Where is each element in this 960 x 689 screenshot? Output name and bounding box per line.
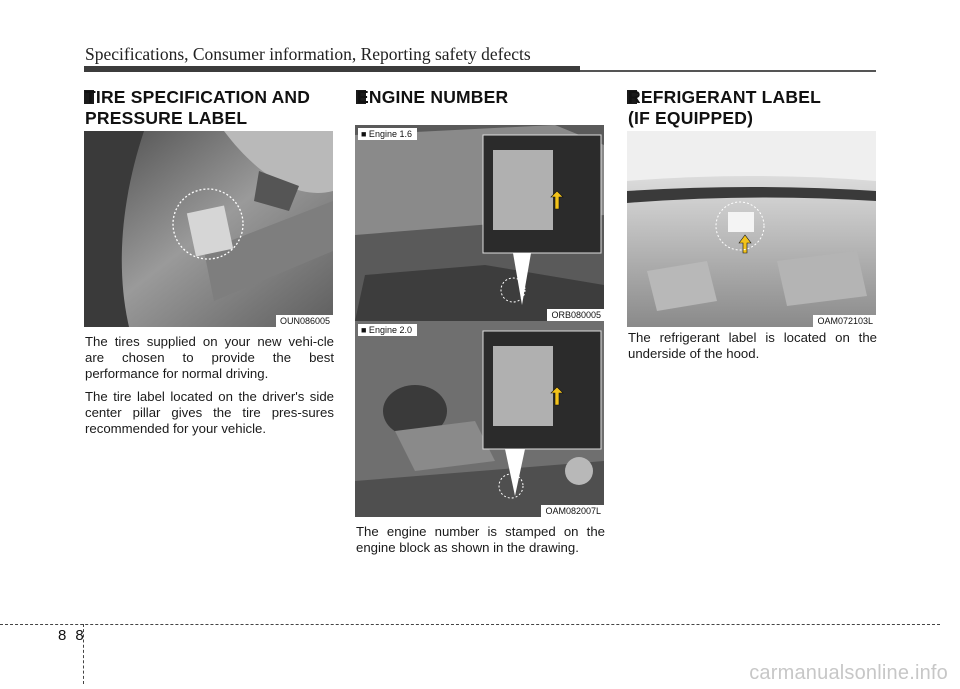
engine-1-6-photo <box>355 125 604 321</box>
engine-1-6-tag: ■ Engine 1.6 <box>358 128 417 140</box>
image-code: ORB080005 <box>547 309 604 321</box>
tire-label-text: The tires supplied on your new vehi-cle are chosen to provide the best performance for normal driving. The tire label located on the driver's side center pillar gives the tire pres-sures recommended for your vehicle. <box>85 334 334 436</box>
image-code: OUN086005 <box>276 315 333 327</box>
tire-label-photo <box>84 131 333 327</box>
header-thin-rule <box>580 70 876 72</box>
refrigerant-label-heading: REFRIGERANT LABEL (IF EQUIPPED) <box>628 87 821 128</box>
image-code: OAM072103L <box>813 315 876 327</box>
refrigerant-label-photo <box>627 131 876 327</box>
engine-2-0-photo <box>355 321 604 517</box>
page-number: 88 <box>58 627 93 644</box>
refrigerant-label-text: The refrigerant label is located on the underside of the hood. <box>628 330 877 361</box>
tire-label-heading: TIRE SPECIFICATION AND PRESSURE LABEL <box>85 87 311 128</box>
footer-rule <box>0 624 940 625</box>
engine-number-text: The engine number is stamped on the engine block as shown in the drawing. <box>356 524 605 555</box>
image-code: OAM082007L <box>541 505 604 517</box>
engine-2-0-tag: ■ Engine 2.0 <box>358 324 417 336</box>
header-rule <box>84 66 580 72</box>
engine-number-heading: ENGINE NUMBER <box>357 87 509 107</box>
watermark: carmanualsonline.info <box>749 662 948 684</box>
section-header-title: Specifications, Consumer information, Reporting safety defects <box>85 44 531 64</box>
